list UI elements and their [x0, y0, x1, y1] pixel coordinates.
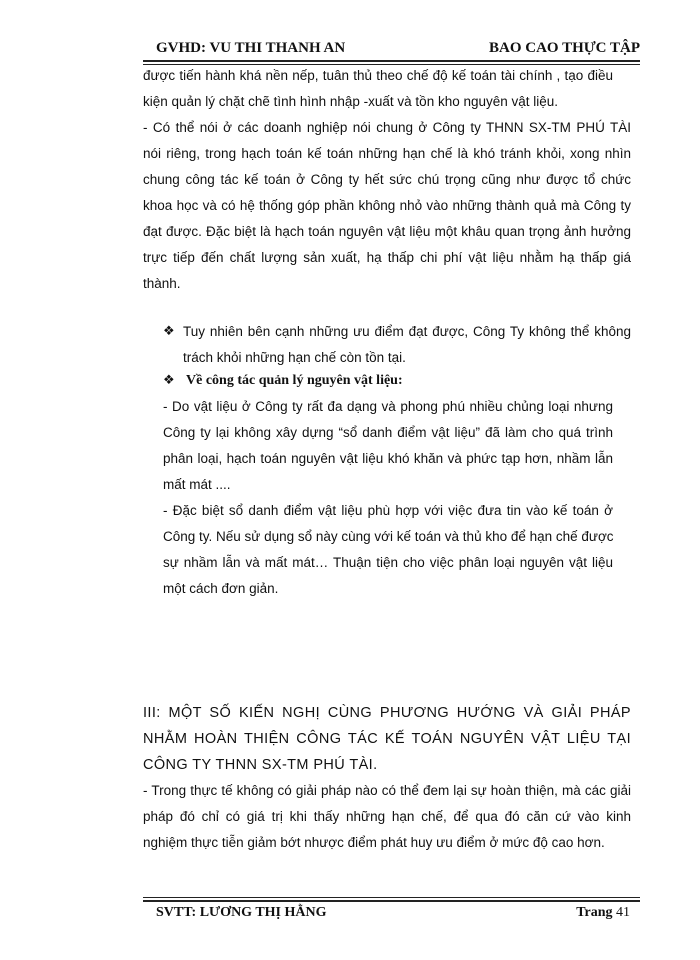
text-line: một cách đơn giản. [163, 581, 279, 596]
text-line: trách khỏi những hạn chế còn tồn tại. [183, 350, 406, 365]
bullet-item-limitations [183, 319, 631, 371]
text-line: thành. [143, 276, 181, 291]
bullet-heading-material-management: Về công tác quản lý nguyên vật liệu: [186, 373, 403, 388]
heading-line: NHẰM HOÀN THIỆN CÔNG TÁC KẾ TOÁN NGUYÊN VẬT LIỆU TẠI [143, 731, 631, 747]
paragraph-4 [143, 778, 631, 856]
paragraph-1 [143, 63, 613, 115]
heading-line: III: MỘT SỐ KIẾN NGHỊ CÙNG PHƯƠNG HƯỚNG VÀ GIẢI PHÁP [143, 705, 631, 721]
page-header [143, 40, 640, 62]
header-rule-thick [143, 60, 640, 62]
text-line: khoa học và có hệ thống góp phần không nhỏ vào những thành quả mà Công ty [143, 198, 631, 213]
text-line: chung công tác kế toán ở Công ty hết sức chú trọng cũng như được tổ chức [143, 172, 631, 187]
text-line: được tiến hành khá nền nếp, tuân thủ theo chế độ kế toán tài chính , tạo điều [143, 68, 613, 83]
text-line: trực tiếp đến chất lượng sản xuất, hạ thấp chi phí vật liệu nhằm hạ thấp giá [143, 250, 631, 265]
text-line: Công ty lại không xây dựng “sổ danh điểm vật liệu” đã làm cho quá trình [163, 425, 613, 440]
text-line: - Có thể nói ở các doanh nghiệp nói chung ở Công ty THNN SX-TM PHÚ TÀI [143, 120, 631, 135]
text-line: phân loại, hạch toán nguyên vật liệu khó khăn và phức tạp hơn, nhầm lẫn [163, 451, 613, 466]
footer-rule-thin [143, 897, 640, 898]
paragraph-3 [163, 394, 613, 602]
text-line: kiện quản lý chặt chẽ tình hình nhập -xuất và tồn kho nguyên vật liệu. [143, 94, 559, 109]
heading-line: CÔNG TY THNN SX-TM PHÚ TÀI. [143, 757, 378, 773]
page-label: Trang [576, 905, 613, 920]
text-line: - Do vật liệu ở Công ty rất đa dạng và phong phú nhiều chủng loại nhưng [163, 399, 613, 414]
page-footer [143, 905, 640, 927]
four-diamond-bullet-icon: ❖ [163, 373, 175, 388]
text-line: nghiệm thực tiễn giảm bớt nhược điểm phát huy ưu điểm ở mức độ cao hơn. [143, 835, 605, 850]
section-heading [143, 700, 631, 778]
text-line: Tuy nhiên bên cạnh những ưu điểm đạt được, Công Ty không thể không [183, 324, 631, 339]
text-line: nói riêng, trong hạch toán kế toán những hạn chế là khó tránh khỏi, xong nhìn [143, 146, 631, 161]
text-line: Công ty. Nếu sử dụng sổ này cùng với kế toán và thủ kho để hạn chế được [163, 529, 614, 544]
text-line: sự nhầm lẫn và mất mát… Thuận tiện cho việc phân loại nguyên vật liệu [163, 555, 613, 570]
header-report-title: BAO CAO THỰC TẬP [489, 40, 640, 56]
text-line: pháp đó chỉ có giá trị khi thấy những hạn chế, để qua đó căn cứ vào kinh [143, 809, 631, 824]
text-line: - Đặc biệt sổ danh điểm vật liệu phù hợp với việc đưa tin vào kế toán ở [163, 503, 613, 518]
header-advisor: GVHD: VU THI THANH AN [156, 40, 346, 56]
page-number [576, 905, 630, 921]
footer-student: SVTT: LƯƠNG THỊ HẰNG [156, 905, 327, 920]
text-line: đạt được. Đặc biệt là hạch toán nguyên vật liệu một khâu quan trọng ảnh hưởng [143, 224, 631, 239]
text-line: - Trong thực tế không có giải pháp nào có thể đem lại sự hoàn thiện, mà các giải [143, 783, 631, 798]
footer-rule-thick [143, 900, 640, 902]
four-diamond-bullet-icon: ❖ [163, 324, 175, 339]
text-line: mất mát .... [163, 477, 231, 492]
paragraph-2 [143, 115, 631, 297]
page-number-value: 41 [616, 905, 630, 920]
